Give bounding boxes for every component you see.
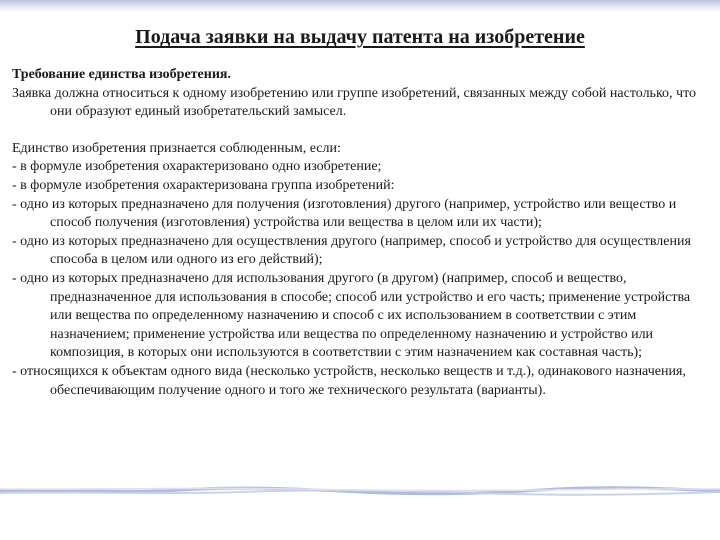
- condition-item: - относящихся к объектам одного вида (несколько устройств, несколько веществ и т.д.), одинакового назначения, обеспечивающим получение одного и того же технического результата (варианты).: [12, 363, 686, 398]
- bottom-border-decoration: [0, 486, 720, 496]
- top-border-decoration: [0, 0, 720, 12]
- condition-item: - одно из которых предназначено для получения (изготовления) другого (например, устройство или вещество и способ получения (изготовления) устройства или вещества в целом или их части);: [12, 196, 677, 231]
- slide-body: [12, 66, 712, 400]
- paragraph-spacer: [12, 122, 712, 140]
- condition-item: - в формуле изобретения охарактеризована группа изобретений:: [12, 177, 395, 193]
- page-title: Подача заявки на выдачу патента на изобретение: [135, 26, 585, 48]
- unity-rule-paragraph: Заявка должна относиться к одному изобретению или группе изобретений, связанных между собой настолько, что они образуют единый изобретательский замысел.: [12, 85, 697, 120]
- condition-item: - в формуле изобретения охарактеризовано одно изобретение;: [12, 159, 382, 175]
- section-heading: Требование единства изобретения.: [12, 67, 231, 82]
- condition-item: - одно из которых предназначено для осуществления другого (например, способ и устройство для осуществления способа в целом или одного из его действий);: [12, 233, 691, 268]
- condition-item: - одно из которых предназначено для использования другого (в другом) (например, способ и вещество, предназначенное для использования в способе; способ или устройство и его часть; применение устройства или вещества по определенному назначению и способ с их использованием в соответствии с этим назначением; применение устройства или вещества по определенному назначению и устройство или композиция, в которых они используются в соответствии с этим назначением как составная часть);: [12, 270, 691, 361]
- conditions-intro: Единство изобретения признается соблюденным, если:: [12, 140, 341, 156]
